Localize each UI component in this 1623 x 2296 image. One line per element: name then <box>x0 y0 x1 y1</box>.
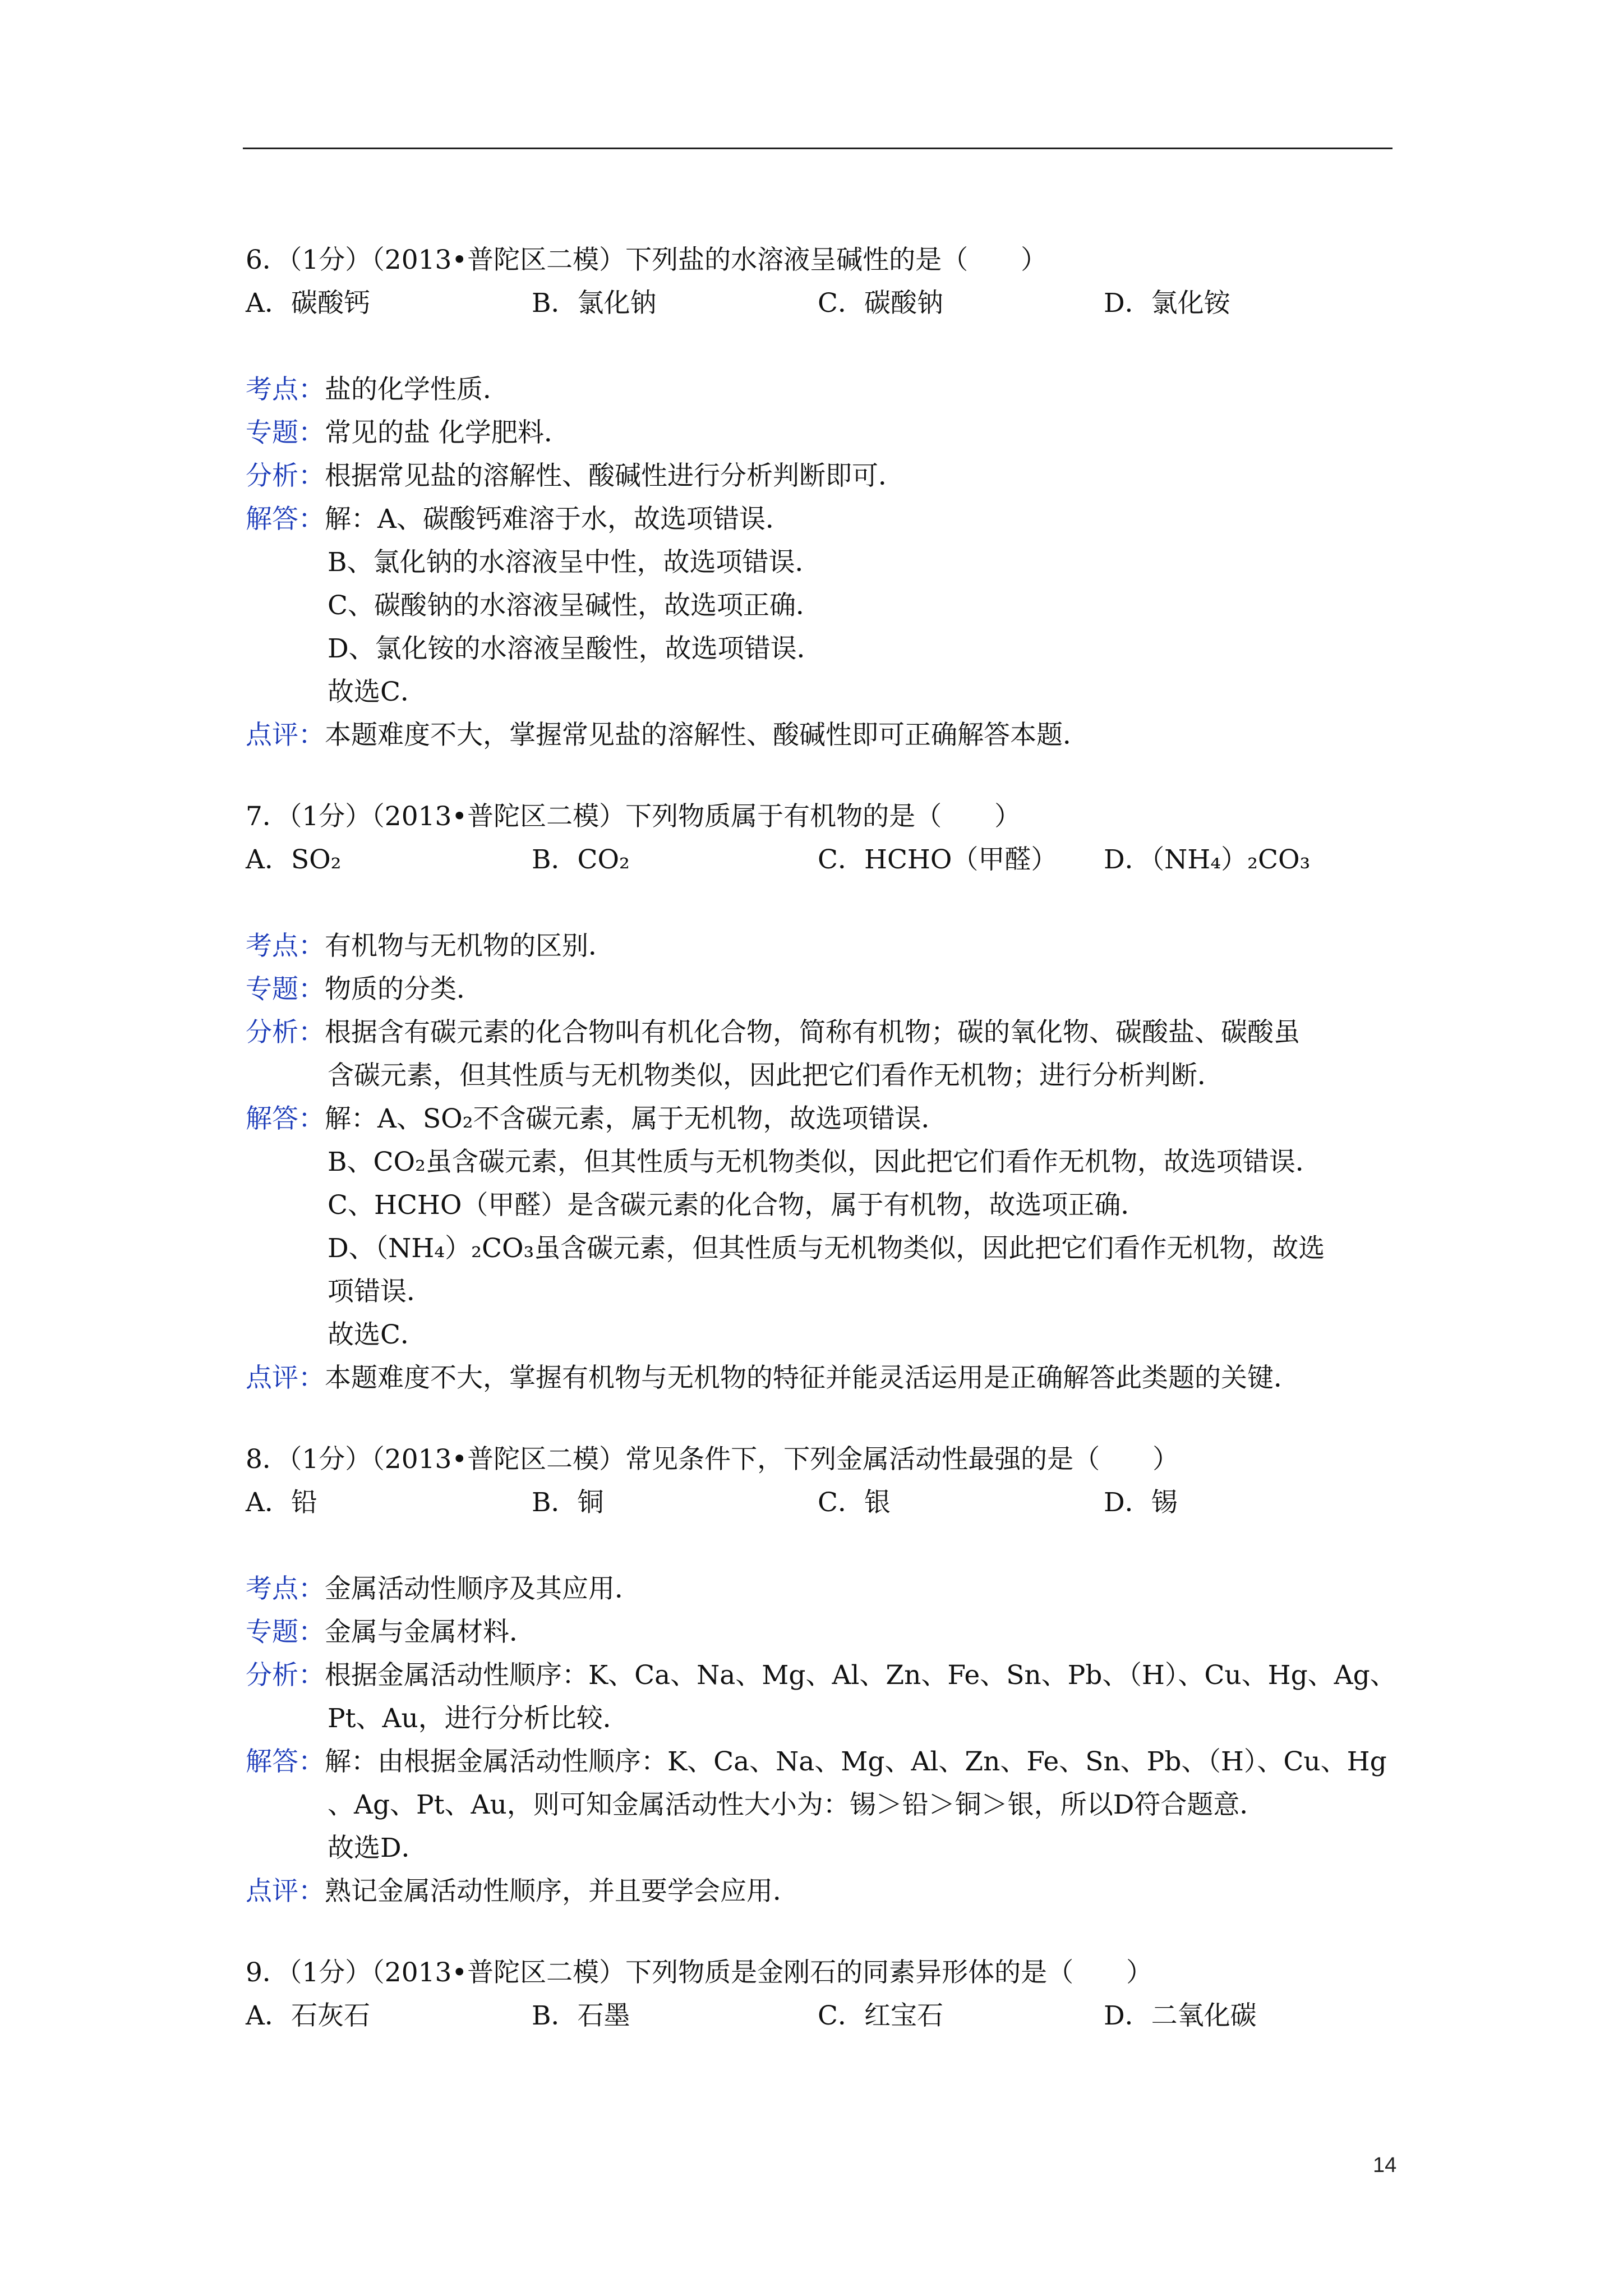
fenxi-label: 分析： <box>246 461 325 491</box>
jieda-line: C、HCHO（甲醛）是含碳元素的化合物，属于有机物，故选项正确． <box>328 1190 1147 1221</box>
zhuanti-text: 金属与金属材料． <box>325 1617 536 1648</box>
option-b: B．氯化钠 <box>532 288 657 319</box>
question-stem: 8．（1分）（2013•普陀区二模）常见条件下，下列金属活动性最强的是（ ） <box>246 1444 1179 1475</box>
zhuanti-label: 专题： <box>246 417 325 448</box>
jieda-line: C、碳酸钠的水溶液呈碱性，故选项正确． <box>328 590 822 621</box>
fenxi-line: 含碳元素，但其性质与无机物类似，因此把它们看作无机物；进行分析判断． <box>328 1060 1224 1091</box>
kaodian-text: 盐的化学性质． <box>325 374 509 405</box>
option-b: B．铜 <box>532 1487 604 1518</box>
option-c: C．碳酸钠 <box>818 288 943 319</box>
fenxi-row <box>246 1011 1395 1054</box>
question-7 <box>246 795 1395 1400</box>
zhuanti-label: 专题： <box>246 974 325 1005</box>
jieda-row <box>246 498 1395 541</box>
fenxi-text: 根据常见盐的溶解性、酸碱性进行分析判断即可． <box>325 461 905 491</box>
dianping-label: 点评： <box>246 1876 325 1907</box>
zhuanti-text: 物质的分类． <box>325 974 483 1005</box>
jieda-label: 解答： <box>246 504 325 535</box>
kaodian-text: 有机物与无机物的区别． <box>325 931 615 961</box>
fenxi-row <box>246 1654 1395 1697</box>
kaodian-row <box>246 368 1395 411</box>
zhuanti-label: 专题： <box>246 1617 325 1648</box>
question-6 <box>246 238 1395 757</box>
kaodian-label: 考点： <box>246 374 325 405</box>
jieda-line: B、氯化钠的水溶液呈中性，故选项错误． <box>328 547 822 578</box>
page-content <box>246 238 1395 2076</box>
option-b: B．CO₂ <box>532 844 630 875</box>
fenxi-label: 分析： <box>246 1660 325 1691</box>
jieda-line: 故选C． <box>328 677 427 707</box>
page-number: 14 <box>1373 2154 1397 2177</box>
option-a: A．碳酸钙 <box>246 288 370 319</box>
dianping-text: 本题难度不大，掌握常见盐的溶解性、酸碱性即可正确解答本题． <box>325 720 1089 751</box>
jieda-line: D、氯化铵的水溶液呈酸性，故选项错误． <box>328 633 823 664</box>
question-stem: 6．（1分）（2013•普陀区二模）下列盐的水溶液呈碱性的是（ ） <box>246 245 1048 275</box>
jieda-line: B、CO₂虽含碳元素，但其性质与无机物类似，因此把它们看作无机物，故选项错误． <box>328 1147 1322 1177</box>
fenxi-line: 根据金属活动性顺序：K、Ca、Na、Mg、Al、Zn、Fe、Sn、Pb、（H）、Cu、Hg、Ag、 <box>325 1660 1396 1691</box>
jieda-line: 故选D． <box>328 1833 428 1864</box>
fenxi-line: Pt、Au，进行分析比较． <box>328 1703 629 1734</box>
question-8 <box>246 1438 1395 1913</box>
zhuanti-text: 常见的盐 化学肥料． <box>325 417 570 448</box>
option-c: C．红宝石 <box>818 2000 943 2031</box>
dianping-label: 点评： <box>246 1363 325 1393</box>
fenxi-row <box>246 454 1395 498</box>
jieda-line: D、（NH₄）₂CO₃虽含碳元素，但其性质与无机物类似，因此把它们看作无机物，故选 <box>328 1233 1325 1264</box>
options-row <box>246 838 1395 881</box>
dianping-row <box>246 1356 1395 1400</box>
jieda-line: 项错误． <box>328 1276 433 1307</box>
kaodian-text: 金属活动性顺序及其应用． <box>325 1573 641 1604</box>
option-a: A．SO₂ <box>246 844 342 875</box>
jieda-line: 解：由根据金属活动性顺序：K、Ca、Na、Mg、Al、Zn、Fe、Sn、Pb、（H）、Cu、Hg <box>325 1746 1387 1777</box>
header-rule <box>243 148 1393 149</box>
kaodian-label: 考点： <box>246 1573 325 1604</box>
option-d: D．（NH₄）₂CO₃ <box>1104 844 1311 875</box>
jieda-line: 故选C． <box>328 1319 427 1350</box>
option-a: A．铅 <box>246 1487 317 1518</box>
question-9 <box>246 1951 1395 2037</box>
dianping-label: 点评： <box>246 720 325 751</box>
option-d: D．锡 <box>1104 1487 1178 1518</box>
fenxi-line: 根据含有碳元素的化合物叫有机化合物，简称有机物；碳的氧化物、碳酸盐、碳酸虽 <box>325 1017 1300 1048</box>
dianping-row <box>246 714 1395 757</box>
jieda-row <box>246 1740 1395 1783</box>
zhuanti-row <box>246 1611 1395 1654</box>
option-d: D．二氧化碳 <box>1104 2000 1257 2031</box>
dianping-text: 熟记金属活动性顺序，并且要学会应用． <box>325 1876 799 1907</box>
jieda-line: 解：A、SO₂不含碳元素，属于无机物，故选项错误． <box>325 1103 948 1134</box>
option-a: A．石灰石 <box>246 2000 370 2031</box>
jieda-label: 解答： <box>246 1746 325 1777</box>
question-stem: 9．（1分）（2013•普陀区二模）下列物质是金刚石的同素异形体的是（ ） <box>246 1957 1153 1988</box>
kaodian-label: 考点： <box>246 931 325 961</box>
question-stem: 7．（1分）（2013•普陀区二模）下列物质属于有机物的是（ ） <box>246 801 1021 832</box>
jieda-line: 解：A、碳酸钙难溶于水，故选项错误． <box>325 504 792 535</box>
fenxi-label: 分析： <box>246 1017 325 1048</box>
dianping-text: 本题难度不大，掌握有机物与无机物的特征并能灵活运用是正确解答此类题的关键． <box>325 1363 1300 1393</box>
options-row <box>246 1994 1395 2037</box>
option-c: C．HCHO（甲醛） <box>818 844 1058 875</box>
zhuanti-row <box>246 968 1395 1011</box>
options-row <box>246 1481 1395 1524</box>
option-d: D．氯化铵 <box>1104 288 1230 319</box>
jieda-line: 、Ag、Pt、Au，则可知金属活动性大小为：锡＞铅＞铜＞银，所以D符合题意． <box>328 1789 1266 1820</box>
option-b: B．石墨 <box>532 2000 630 2031</box>
jieda-label: 解答： <box>246 1103 325 1134</box>
dianping-row <box>246 1870 1395 1913</box>
zhuanti-row <box>246 411 1395 454</box>
option-c: C．银 <box>818 1487 891 1518</box>
kaodian-row <box>246 1567 1395 1611</box>
kaodian-row <box>246 924 1395 968</box>
options-row <box>246 282 1395 325</box>
jieda-row <box>246 1097 1395 1140</box>
